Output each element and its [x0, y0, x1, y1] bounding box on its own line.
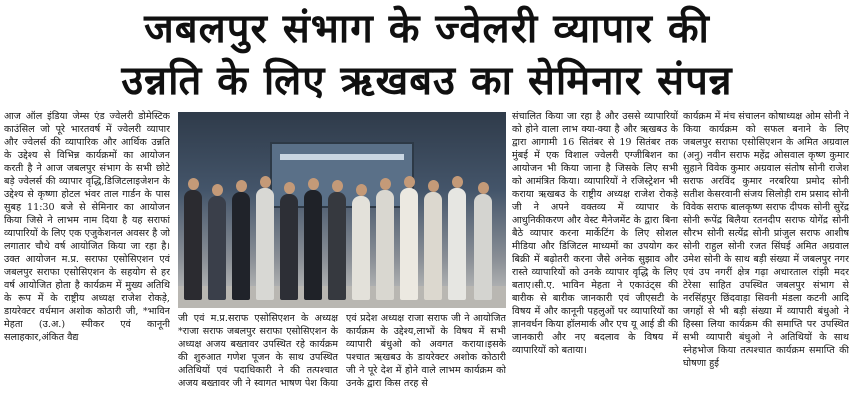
person-figure — [208, 196, 226, 300]
headline-line-1: जबलपुर संभाग के ज्वेलरी व्यापार की — [144, 6, 710, 52]
article-column-5: कार्यक्रम में मंच संचालन कोषाध्यक्ष ओम सोनी ने किया कार्यक्रम को सफल बनाने के लिए जबलपुर सराफा एसोसिएशन के अमित अग्रवाल (अनु) नवीन सराफ महेंद्र ओसवाल कृष्ण कुमार सुहाने विवेक कुमार अग्रवाल संतोष सोनी राजेश सराफ अरविंद कुमार नरबरिया प्रमोद सोनी सतीश केसरवानी संजय सिलोड़ी राम प्रसाद सोनी विवेक सराफ बालकृष्ण सराफ दीपक सोनी सुरेंद्र सोनी रूपेंद्र बिलैया रतनदीप सराफ योगेंद्र सोनी सौरभ सोनी सत्येंद्र सोनी प्रांजुल सराफ आशीष सोनी राहुल सोनी रजत सिंघई अमित अग्रवाल उमेश सोनी के साथ बड़ी संख्या में जबलपुर नगर एवं उप नगरीं क्षेत्र गढ़ा अधारताल रांझी मदर टेरेसा साहित उपस्थित जबलपुर संभाग से नरसिंहपुर छिंदवाड़ा सिवनी मंडला कटनी आदि जगहों से भी बड़ी संख्या में व्यापारी बंधुओ ने हिस्सा लिया कार्यक्रम की समाप्ति पर उपस्थित सभी व्यापारी बंधुओ ने अतिथियों के साथ स्नेहभोज किया तत्पश्चात कार्यक्रम समाप्ति की घोषणा हुई — [683, 111, 849, 369]
person-figure — [448, 188, 466, 300]
person-figure — [328, 192, 346, 300]
person-figure — [424, 192, 442, 300]
article-column-4: संचालित किया जा रहा है और उससे व्यापारियों को होने वाला लाभ क्या-क्या है और ऋखबउ के द्वारा आगामी 16 सितंबर से 19 सितंबर तक मुंबई में एक विशाल ज्वेलरी एग्जीबिशन का आयोजन भी किया जाना है जिसके लिए सभी को आमंत्रित किया। व्यापारियों ने रजिस्ट्रेशन भी कराया ऋखबउ के राष्ट्रीय अध्यक्ष राजेश रोकड़े जी ने अपने वक्तव्य में व्यापार के आधुनिकीकरण और वेस्ट मैनेजमेंट के द्वारा बिना बैठे व्यापार करना मार्केटिंग के लिए सोशल मीडिया और डिजिटल माध्यमों का उपयोग कर बिक्री में बढ़ोतरी करना जैसे अनेक सुझाव और रास्ते व्यापारियों को उनके व्यापार वृद्धि के लिए बताए।सी.ए. भाविन मेहता ने एकाउंट्स की बारीक से बारीक जानकारी एवं जीएसटी के विषय में और कानूनी पहलुओं पर व्यापारियों का ज्ञानवर्धन किया हॉलमार्क और एच यू आई डी की जानकारी और नए बदलाव के विषय में व्यापारियों को बताया। — [512, 111, 678, 356]
person-figure — [232, 192, 250, 300]
person-figure — [256, 188, 274, 300]
person-figure — [280, 194, 298, 300]
headline-line-2: उन्नति के लिए ऋखबउ का सेमिनार संपन्न — [121, 58, 733, 104]
photo-caption-text: जी एवं म.प्र.सराफ एसोसिएशन के अध्यक्ष *राजा सराफ जबलपुर सराफा एसोसिएशन के अध्यक्ष अजय बख्तावर उपस्थित रहे कार्यक्रम की शुरुआत गणेश पूजन के साथ उपस्थित अतिथियों एवं पदाधिकारी ने की तत्पश्चात अजय बख्तावर जी ने स्वागत भाषण पेश किया एवं प्रदेश अध्यक्ष राजा सराफ जी ने आयोजित कार्यक्रम के उद्देश्य,लाभों के विषय में सभी व्यापारी बंधुओ को अवगत कराया।इसके पश्चात ऋखबउ के डायरेक्टर अशोक कोठारी जी ने पूरे देश में होने वाले लाभम कार्यक्रम को उनके द्वारा किस तरह से — [178, 313, 506, 389]
person-figure — [376, 190, 394, 300]
person-figure — [474, 194, 492, 300]
person-figure — [400, 188, 418, 300]
person-figure — [352, 196, 370, 300]
event-group-photo — [178, 112, 506, 308]
person-figure — [184, 190, 202, 300]
article-column-1: आज ऑल इंडिया जेम्स एंड ज्वेलरी डोमेस्टिक काउंसिल जो पूरे भारतवर्ष में ज्वेलरी व्यापार और ज्वेलर्स की व्यापारिक और आर्थिक उन्नति के उद्देश्य से विभिन्न कार्यक्रमों का आयोजन करती है ने आज जबलपुर संभाग के सभी छोटे बड़े ज्वेलर्स की व्यापार वृद्धि,डिजिटलाइजेशन के उद्देश्य से कृष्णा होटल भंवर ताल गार्डन के पास सुबह 11:30 बजे से सेमिनार का आयोजन किया जिसे ने लाभम नाम दिया है यह सराफां व्यापारियों के लिए एक एजुकेशनल अवसर है जो लगातार चौथे वर्ष आयोजित किया जा रहा है। उक्त आयोजन म.प्र. सराफा एसोसिएशन एवं जबलपुर सराफा एसोसिएशन के सहयोग से हर वर्ष आयोजित होता है कार्यक्रम में मुख्य अतिथि के रूप में के राष्ट्रीय अध्यक्ष राजेश रोकड़े, डायरेक्टर वर्धमान अशोक कोठारी जी, *भाविन मेहता (उ.अ.) स्पीकर एवं कानूनी सलाहकार,अंकित वैद्य — [4, 111, 170, 343]
person-figure — [304, 190, 322, 300]
